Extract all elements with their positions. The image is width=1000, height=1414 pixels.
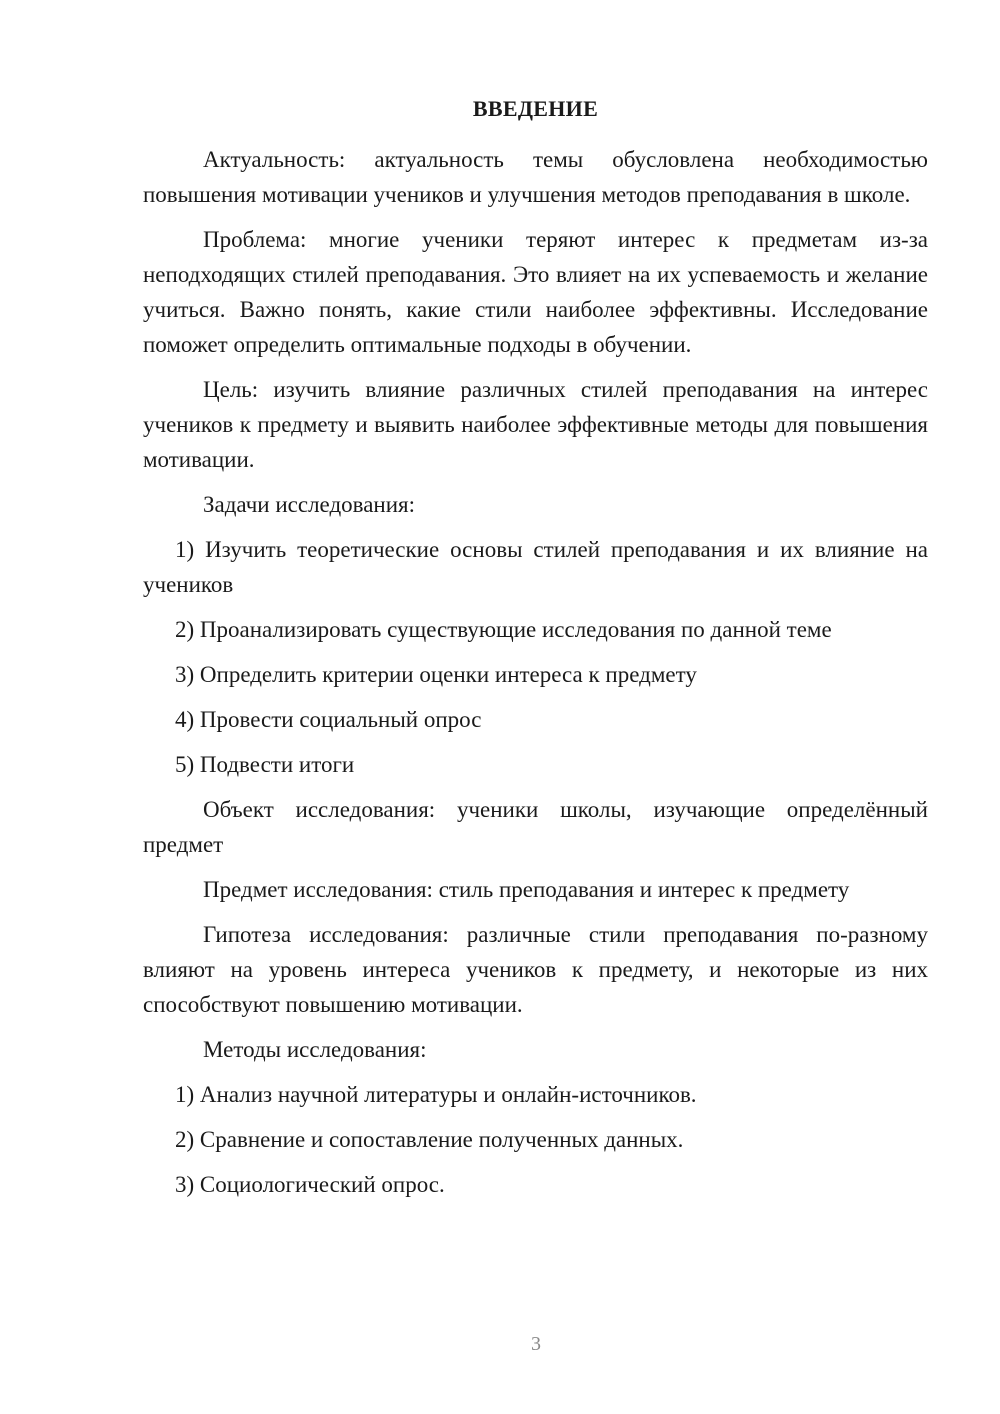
page-number: 3	[531, 1333, 541, 1355]
method-item: 1) Анализ научной литературы и онлайн-источников.	[175, 1082, 697, 1107]
method-item: 3) Социологический опрос.	[175, 1172, 445, 1197]
task-item: 5) Подвести итоги	[175, 752, 355, 777]
task-item: 3) Определить критерии оценки интереса к предмету	[175, 662, 697, 687]
task-item: 2) Проанализировать существующие исследования по данной теме	[175, 617, 832, 642]
goal-paragraph: Цель: изучить влияние различных стилей преподавания на интерес учеников к предмету и выявить наиболее эффективные методы для повышения мотивации.	[143, 377, 928, 472]
task-item: 4) Провести социальный опрос	[175, 707, 482, 732]
section-title: ВВЕДЕНИЕ	[472, 96, 599, 121]
method-item: 2) Сравнение и сопоставление полученных данных.	[175, 1127, 684, 1152]
object-paragraph: Объект исследования: ученики школы, изучающие определённый предмет	[143, 797, 928, 857]
task-item: 1) Изучить теоретические основы стилей преподавания и их влияние на учеников	[143, 537, 928, 597]
problem-paragraph: Проблема: многие ученики теряют интерес к предметам из-за неподходящих стилей преподавания. Это влияет на их успеваемость и желание учиться. Важно понять, какие стили наиболее эффективны. Исследование поможет определить оптимальные подходы в обучении.	[143, 227, 928, 357]
subject-paragraph: Предмет исследования: стиль преподавания и интерес к предмету	[203, 877, 850, 902]
document-body	[143, 92, 928, 1212]
methods-heading: Методы исследования:	[203, 1037, 427, 1062]
tasks-heading: Задачи исследования:	[203, 492, 416, 517]
relevance-paragraph: Актуальность: актуальность темы обусловлена необходимостью повышения мотивации учеников и улучшения методов преподавания в школе.	[143, 147, 928, 207]
hypothesis-paragraph: Гипотеза исследования: различные стили преподавания по-разному влияют на уровень интереса учеников к предмету, и некоторые из них способствуют повышению мотивации.	[143, 922, 928, 1017]
